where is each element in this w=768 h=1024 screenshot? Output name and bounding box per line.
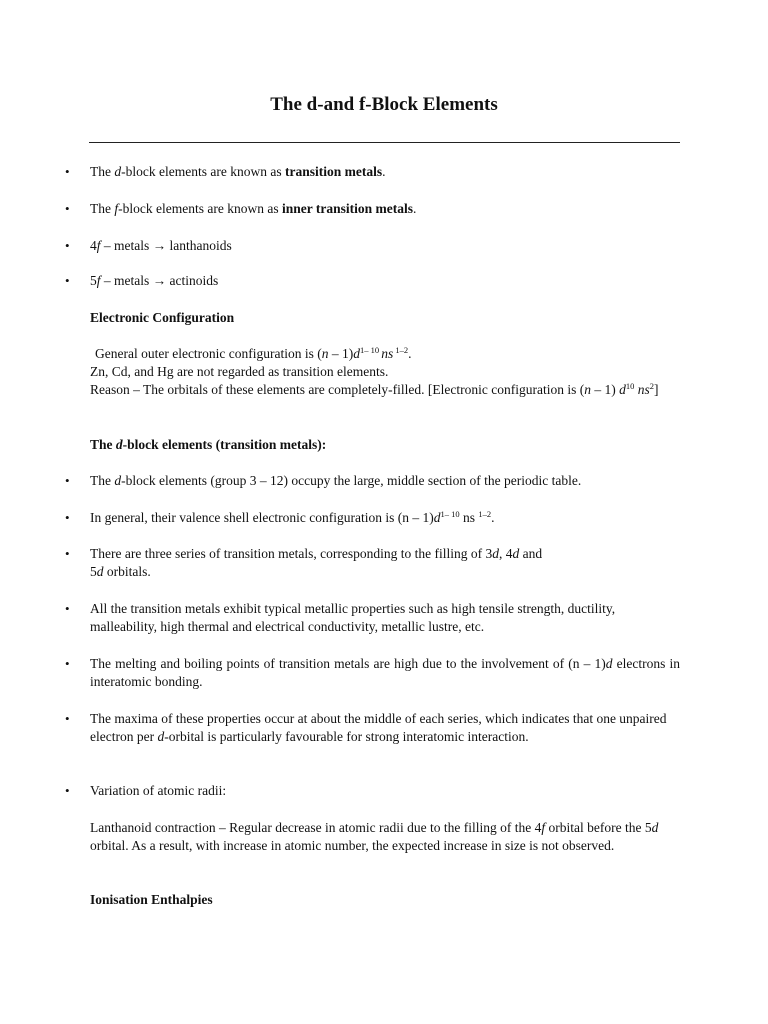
intro-item-actinoids: 5f – metals → actinoids: [90, 273, 219, 288]
zn-cd-hg-note: Zn, Cd, and Hg are not regarded as transition elements.: [90, 364, 389, 379]
intro-item-lanthanoids: 4f – metals → lanthanoids: [90, 238, 232, 253]
lanthanoid-contraction-paragraph: Lanthanoid contraction – Regular decrease in atomic radii due to the filling of the 4f orbital before the 5d orbital. As a result, with increase in atomic number, the expected increase in size is not observed.: [90, 820, 659, 853]
intro-item-f-block: The f-block elements are known as inner transition metals.: [90, 201, 417, 216]
arrow-icon: →: [152, 238, 167, 253]
section-heading-ionisation-enthalpies: Ionisation Enthalpies: [90, 892, 213, 907]
section-heading-d-block: The d-block elements (transition metals):: [90, 437, 327, 452]
d-block-item-valence-configuration: In general, their valence shell electronic configuration is $(n - 1)d^{1- 10}$ ns $^{1-2}$.: [90, 509, 495, 525]
bullet: •: [65, 783, 70, 798]
d-block-item-metallic-properties: All the transition metals exhibit typical metallic properties such as high tensile strength, ductility, malleability, high thermal and electrical conductivity, metallic lustre, etc.: [90, 601, 616, 634]
reason-note: Reason – The orbitals of these elements are completely-filled. [Electronic configuration is (n – 1) $d^{10}$ $ns^2$]: [90, 381, 659, 397]
d-block-item-three-series: There are three series of transition metals, corresponding to the filling of 3d, 4d and 5d orbitals.: [90, 546, 543, 579]
d-block-item-maxima: The maxima of these properties occur at about the middle of each series, which indicates that one unpaired electron per d-orbital is particularly favourable for strong interatomic interaction.: [90, 711, 667, 744]
bullet: •: [65, 201, 70, 216]
intro-item-d-block: The d-block elements are known as transition metals.: [90, 164, 386, 179]
page-title: The d-and f-Block Elements: [270, 94, 498, 115]
arrow-icon: →: [152, 273, 167, 288]
d-block-item-periodic-table: The d-block elements (group 3 – 12) occupy the large, middle section of the periodic table.: [90, 473, 582, 488]
bullet: •: [65, 656, 70, 671]
title-divider: [89, 142, 680, 143]
bullet: •: [65, 238, 70, 253]
bullet: •: [65, 473, 70, 488]
bullet: •: [65, 273, 70, 288]
section-heading-electronic-configuration: Electronic Configuration: [90, 310, 235, 325]
bullet: •: [65, 546, 70, 561]
bullet: •: [65, 164, 70, 179]
d-block-item-atomic-radii: Variation of atomic radii:: [90, 783, 227, 798]
bullet: •: [65, 601, 70, 616]
d-block-item-melting-points: The melting and boiling points of transition metals are high due to the involvement of (n – 1)d electrons in interatomic bonding.: [90, 656, 681, 689]
general-configuration-line: General outer electronic configuration is $(n - 1)d^{1- 10}$ ns $^{1-2}$.: [95, 345, 412, 361]
bullet: •: [65, 510, 70, 525]
bullet: •: [65, 711, 70, 726]
